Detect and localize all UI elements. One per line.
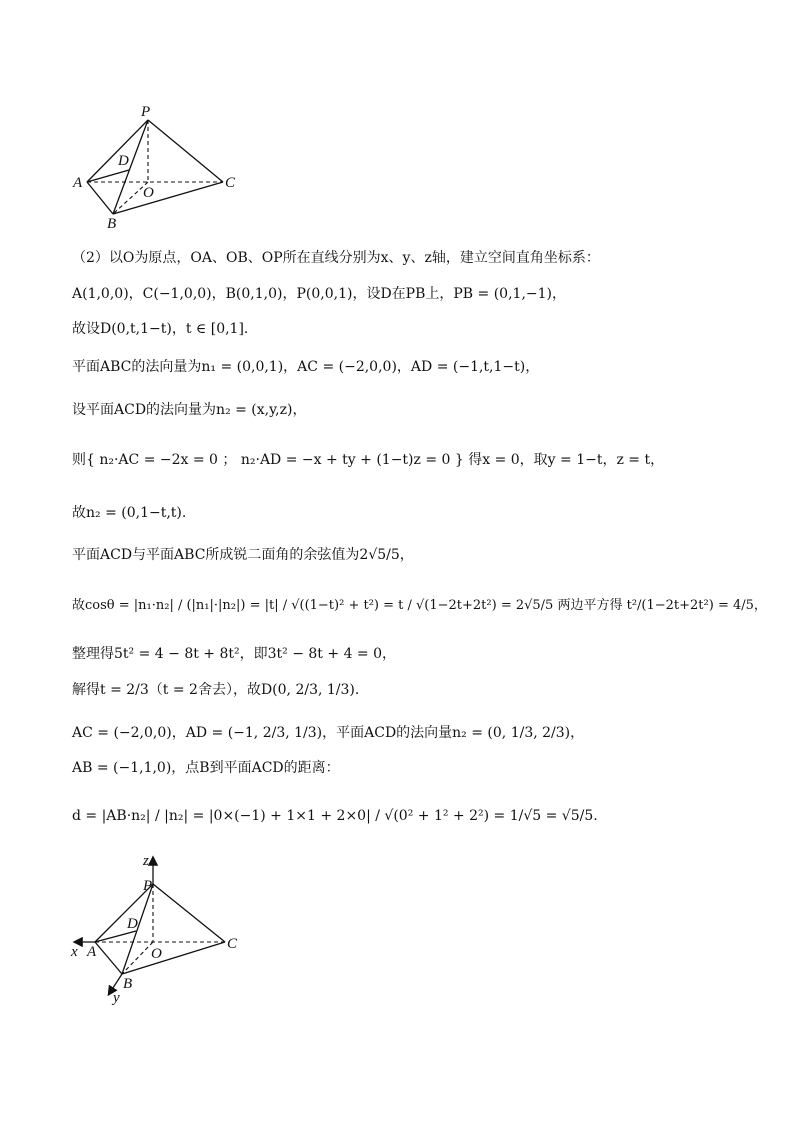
label-A: A <box>73 175 83 191</box>
text-line-9: 故cosθ = |n₁·n₂| / (|n₁|·|n₂|) = |t| / √((1−t)² + t²) = t / √(1−2t+2t²) = 2√5/5 两边平方得 t²/(1−2t+2t²) = 4/5， <box>72 598 767 613</box>
text-line-4: 平面ABC的法向量为n₁ = (0,0,1)，AC = (−2,0,0)，AD = (−1,t,1−t)， <box>72 359 540 375</box>
text-line-1: （2）以O为原点，OA、OB、OP所在直线分别为x、y、z轴，建立空间直角坐标系： <box>72 250 600 266</box>
label-A: A <box>87 944 97 960</box>
label-D: D <box>127 916 138 932</box>
text-line-13: AB = (−1,1,0)，点B到平面ACD的距离： <box>72 760 340 776</box>
label-y: y <box>113 990 120 1006</box>
text-line-11: 解得t = 2/3（t = 2舍去），故D(0, 2/3, 1/3). <box>72 682 360 698</box>
text-line-2: A(1,0,0)，C(−1,0,0)，B(0,1,0)，P(0,0,1)，设D在PB上，PB = (0,1,−1)， <box>72 286 566 302</box>
label-D: D <box>118 153 129 169</box>
edge-AB <box>95 942 122 974</box>
text-line-7: 故n₂ = (0,1−t,t). <box>72 505 187 521</box>
text-line-12: AC = (−2,0,0)，AD = (−1, 2/3, 1/3)，平面ACD的法向量n₂ = (0, 1/3, 2/3)， <box>72 725 585 741</box>
label-P: P <box>141 104 151 120</box>
text-line-5: 设平面ACD的法向量为n₂ = (x,y,z)， <box>72 402 307 418</box>
edge-BC <box>113 182 223 214</box>
edge-PC <box>148 120 223 182</box>
edge-PC <box>153 884 225 942</box>
text-line-14: d = |AB·n₂| / |n₂| = |0×(−1) + 1×1 + 2×0| / √(0² + 1² + 2²) = 1/√5 = √5/5. <box>72 808 598 824</box>
label-B: B <box>107 216 117 232</box>
text-line-10: 整理得5t² = 4 − 8t + 8t²，即3t² − 8t + 4 = 0， <box>72 646 397 662</box>
label-O: O <box>143 185 154 201</box>
label-C: C <box>227 936 238 952</box>
label-P: P <box>143 878 153 894</box>
label-O: O <box>151 946 162 962</box>
pyramid-with-axes-figure <box>65 848 265 1008</box>
text-line-3: 故设D(0,t,1−t)，t ∈ [0,1]. <box>72 321 249 337</box>
label-z: z <box>143 853 149 869</box>
text-line-8: 平面ACD与平面ABC所成锐二面角的余弦值为2√5/5， <box>72 547 414 563</box>
label-C: C <box>225 175 236 191</box>
edge-AB <box>87 182 113 214</box>
label-x: x <box>71 944 78 960</box>
text-line-6: 则{ n₂·AC = −2x = 0 ； n₂·AD = −x + ty + (1−t)z = 0 } 得x = 0，取y = 1−t，z = t， <box>72 452 665 468</box>
label-B: B <box>123 976 133 992</box>
pyramid-figure <box>65 100 265 235</box>
